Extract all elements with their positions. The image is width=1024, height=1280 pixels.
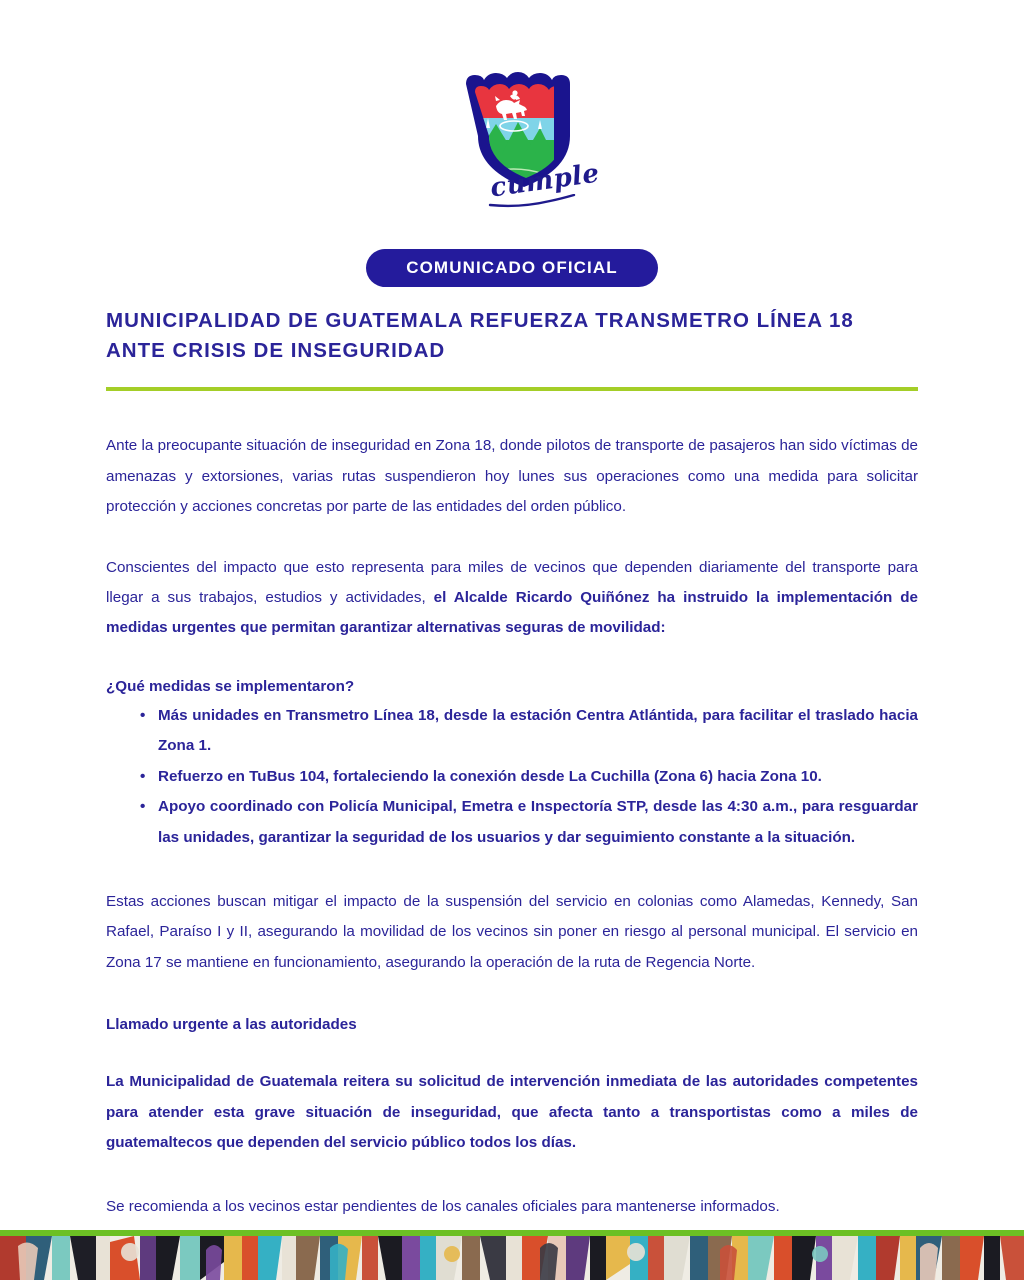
status-badge: COMUNICADO OFICIAL	[366, 249, 658, 287]
mosaic-icon	[0, 1236, 1024, 1280]
paragraph-2-bold: el Alcalde Ricardo Quiñónez ha instruido la implementación de medidas urgentes que permitan garantizar alternativas seguras de movilidad:	[106, 589, 918, 637]
title-divider	[106, 387, 918, 391]
paragraph-3: Estas acciones buscan mitigar el impacto de la suspensión del servicio en colonias como Alamedas, Kennedy, San Rafael, Paraíso I y II, asegurando la movilidad de los vecinos sin poner en riesgo al personal municipal. El servicio en Zona 17 se mantiene en funcionamiento, asegurando la operación de la ruta de Regencia Norte.	[106, 892, 918, 971]
section-subheading: Llamado urgente a las autoridades	[106, 1016, 357, 1034]
page-title: MUNICIPALIDAD DE GUATEMALA REFUERZA TRANSMETRO LÍNEA 18 ANTE CRISIS DE INSEGURIDAD	[106, 309, 854, 362]
list-item-label: Apoyo coordinado con Policía Municipal, Emetra e Inspectoría STP, desde las 4:30 a.m., para resguardar las unidades, garantizar la seguridad de los usuarios y dar seguimiento constante a la situación.	[158, 798, 918, 846]
communique-body	[106, 306, 918, 1274]
municipality-logo	[0, 62, 1024, 212]
measures-question: ¿Qué medidas se implementaron?	[106, 677, 355, 695]
list-item-label: Refuerzo en TuBus 104, fortaleciendo la conexión desde La Cuchilla (Zona 6) hacia Zona 10.	[158, 767, 822, 785]
footer-mosaic-pattern	[0, 1236, 1024, 1280]
logo-tagline: cumple	[488, 158, 602, 204]
list-item	[140, 701, 918, 762]
footer-strip	[0, 1230, 1024, 1280]
paragraph-4: La Municipalidad de Guatemala reitera su solicitud de intervención inmediata de las autoridades competentes para atender esta grave situación de inseguridad, que afecta tanto a transportistas como a miles de guatemaltecos que dependen del servicio público todos los días.	[106, 1073, 918, 1151]
paragraph-2-normal: Conscientes del impacto que esto representa para miles de vecinos que dependen diariamente del transporte para llegar a sus trabajos, estudios y actividades,	[106, 558, 918, 607]
paragraph-1: Ante la preocupante situación de inseguridad en Zona 18, donde pilotos de transporte de pasajeros han sido víctimas de amenazas y extorsiones, varias rutas suspendieron hoy lunes sus operaciones como una medida para solicitar protección y acciones concretas por parte de las entidades del orden público.	[106, 437, 918, 516]
list-item	[140, 792, 918, 853]
bullet-icon: •	[140, 706, 146, 724]
bullet-icon: •	[140, 798, 146, 816]
official-badge-row	[0, 249, 1024, 287]
list-item	[140, 762, 918, 792]
paragraph-5: Se recomienda a los vecinos estar pendientes de los canales oficiales para mantenerse informados.	[106, 1198, 780, 1216]
bullet-icon: •	[140, 767, 146, 785]
swoosh-icon	[488, 194, 576, 208]
paragraph-2	[106, 553, 918, 644]
measures-list	[106, 701, 918, 853]
list-item-label: Más unidades en Transmetro Línea 18, desde la estación Centra Atlántida, para facilitar el traslado hacia Zona 1.	[158, 706, 918, 755]
shield-emblem	[452, 62, 602, 212]
